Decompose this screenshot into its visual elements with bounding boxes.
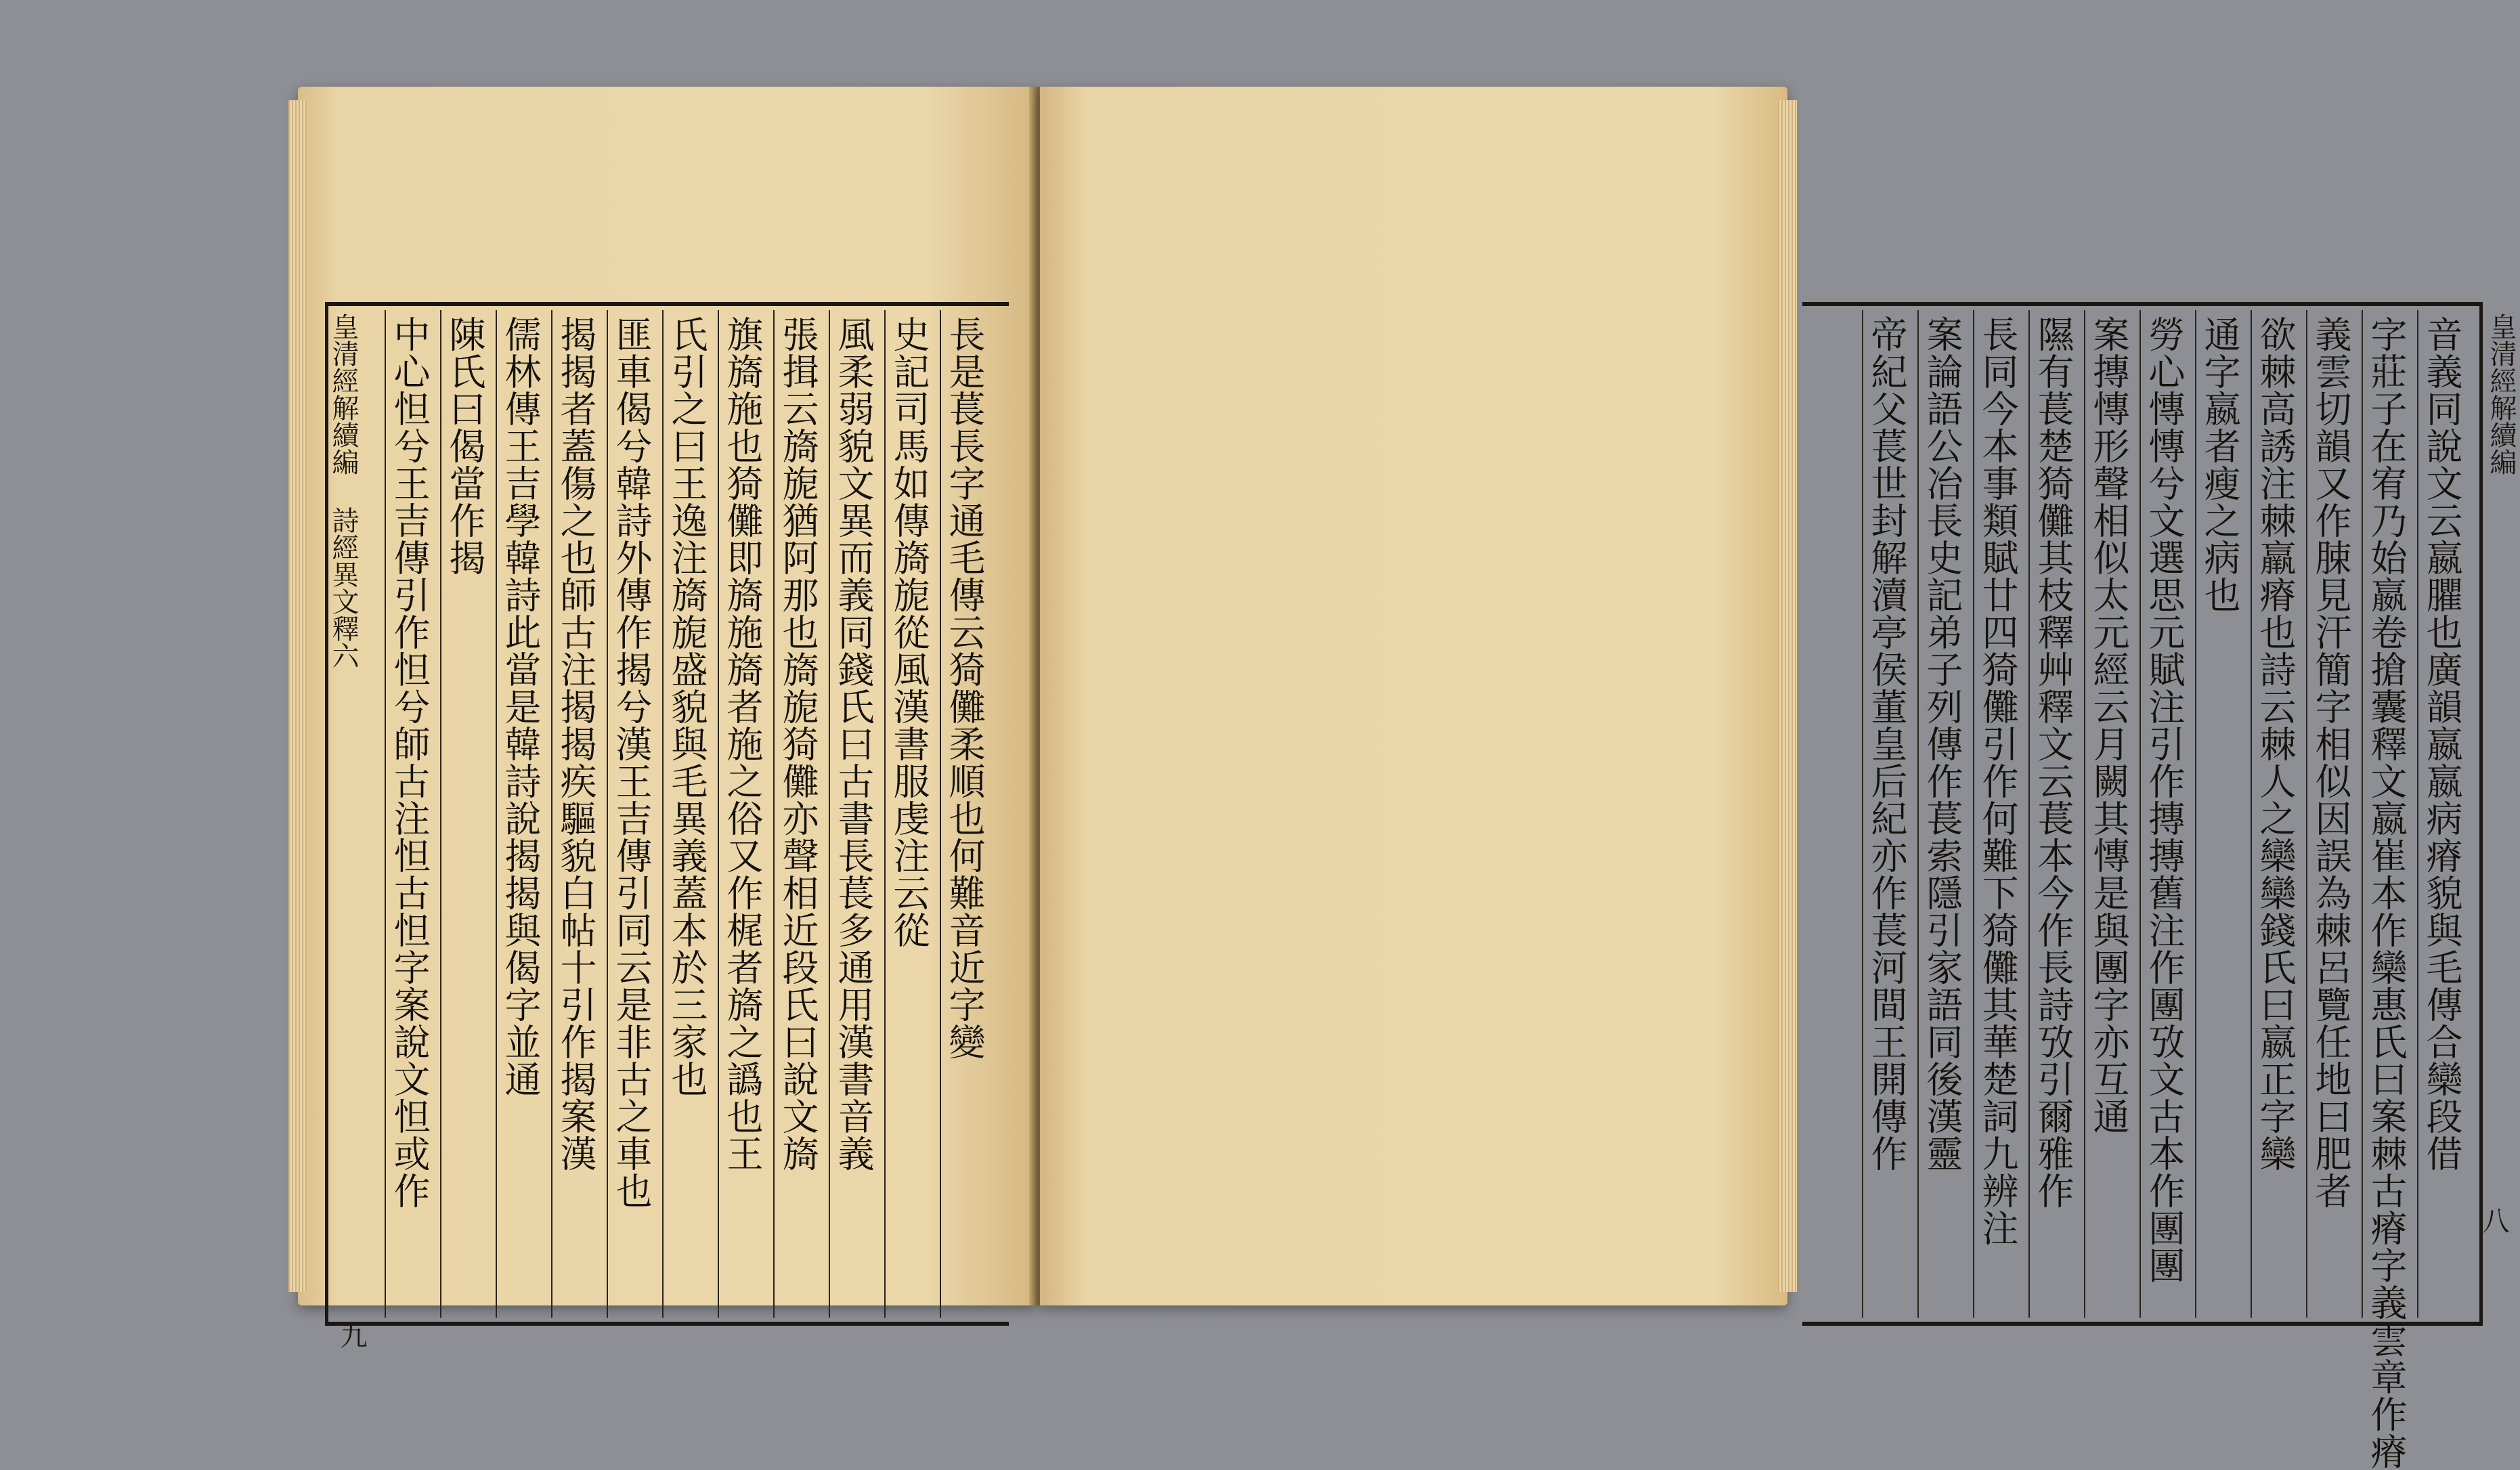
text-column: 字莊子在宥乃始嬴卷搶囊釋文嬴崔本作欒惠氏曰案棘古瘠字義雲章作瘠 [2362, 310, 2410, 1318]
text-column: 風柔弱貌文異而義同錢氏曰古書長萇多通用漢書音義 [829, 310, 877, 1318]
text-column: 氏引之曰王逸注旖旎盛貌與毛異義蓋本於三家也 [662, 310, 711, 1318]
left-text-frame [325, 302, 1009, 1349]
right-page [1040, 87, 2517, 1470]
text-column: 勞心慱慱兮文選思元賦注引作摶摶舊注作團攷文古本作團團 [2139, 310, 2188, 1318]
text-column: 案論語公冶長史記弟子列傳作萇索隱引家語同後漢靈 [1917, 310, 1966, 1318]
text-column: 隰有萇楚猗儺其枝釋艸釋文云萇本今作長詩攷引爾雅作 [2028, 310, 2077, 1318]
page-edges-left [288, 100, 307, 1292]
right-margin-title-text: 皇清經解續編 [2485, 313, 2517, 475]
text-column: 案摶慱形聲相似太元經云月闕其慱是與團字亦互通 [2084, 310, 2133, 1318]
text-column: 史記司馬如傳旖旎從風漢書服虔注云從 [884, 310, 933, 1318]
page-edges-right [1778, 100, 1797, 1292]
text-column: 義雲切韻又作脨見汗簡字相似因誤為棘呂覽任地曰肥者 [2306, 310, 2355, 1318]
left-page [298, 87, 1036, 1349]
text-column: 旗旖施也猗儺即旖施旖者施之俗又作梶者旖之譌也王 [718, 310, 766, 1318]
text-column: 長同今本事類賦廿四猗儺引作何難下猗儺其華楚詞九辨注 [1973, 310, 2022, 1318]
text-column: 匪車偈兮韓詩外傳作揭兮漢王吉傳引同云是非古之車也 [607, 310, 655, 1318]
text-column: 帝紀父萇世封解瀆亭侯董皇后紀亦作萇河間王開傳作 [1862, 310, 1911, 1318]
text-column: 音義同說文云嬴臞也廣韻嬴嬴病瘠貌與毛傳合欒段借 [2417, 310, 2466, 1318]
right-margin-title [2482, 313, 2520, 1315]
right-text-frame [1802, 302, 2517, 1470]
open-book [298, 87, 2517, 1470]
text-column: 通字嬴者瘦之病也 [2195, 310, 2244, 1318]
left-page-number: 九 [336, 1322, 367, 1349]
left-margin-title [324, 313, 362, 1315]
text-column: 欲棘高誘注棘羸瘠也詩云棘人之欒欒錢氏曰嬴正字欒 [2251, 310, 2299, 1318]
text-column: 儒林傳王吉學韓詩此當是韓詩說揭揭與偈字並通 [496, 310, 544, 1318]
right-page-number: 八 [2478, 1207, 2509, 1234]
text-column: 張揖云旖旎猶阿那也旖旎猗儺亦聲相近段氏曰說文旖 [773, 310, 822, 1318]
left-margin-subtitle-text: 詩經異文釋六 [328, 506, 359, 669]
text-column: 長是萇長字通毛傳云猗儺柔順也何難音近字變 [940, 310, 989, 1318]
text-column: 揭揭者蓋傷之也師古注揭揭疾驅貌白帖十引作揭案漢 [551, 310, 600, 1318]
text-column: 陳氏曰偈當作揭 [440, 310, 489, 1318]
text-column: 中心怛兮王吉傳引作怛兮師古注怛古怛字案說文怛或作 [385, 310, 433, 1318]
left-margin-title-text: 皇清經解續編 [328, 313, 359, 475]
